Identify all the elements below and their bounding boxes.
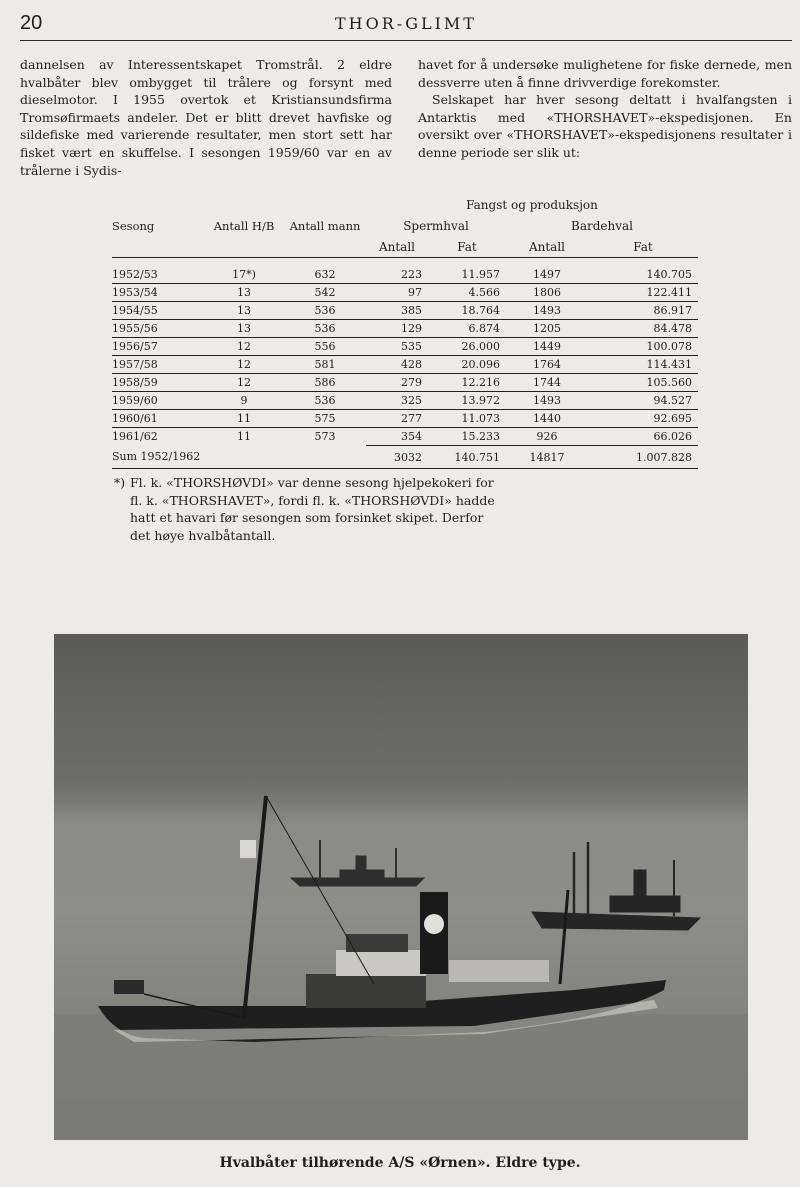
header-fangst: Fangst og produksjon xyxy=(466,198,598,212)
sp-fat-cell: 15.233 xyxy=(428,428,506,446)
header-sesong: Sesong xyxy=(112,218,155,233)
sp-antall-cell: 277 xyxy=(366,410,428,428)
ba-antall-cell: 1806 xyxy=(506,284,588,302)
sp-antall-cell: 279 xyxy=(366,374,428,392)
right-column xyxy=(418,56,792,162)
table-row xyxy=(112,258,698,284)
sp-antall-cell: 129 xyxy=(366,320,428,338)
ba-fat-cell: 86.917 xyxy=(588,302,698,320)
sum-label: Sum 1952/1962 xyxy=(112,450,201,464)
page-header xyxy=(20,10,792,41)
antall-hb-cell: 12 xyxy=(204,356,284,374)
antall-hb-cell: 9 xyxy=(204,392,284,410)
running-title: THOR-GLIMT xyxy=(335,14,477,33)
ba-fat-cell: 122.411 xyxy=(588,284,698,302)
antall-mann-cell: 575 xyxy=(284,410,366,428)
ba-fat-cell: 94.527 xyxy=(588,392,698,410)
results-table-container xyxy=(112,194,698,470)
sum-sp-antall: 3032 xyxy=(366,446,428,469)
sum-ba-antall: 14817 xyxy=(506,446,588,469)
photo-caption: Hvalbåter tilhørende A/S «Ørnen». Eldre type. xyxy=(219,1155,581,1171)
left-column xyxy=(20,56,392,179)
header-ba-fat: Fat xyxy=(633,239,653,254)
antall-hb-cell: 12 xyxy=(204,374,284,392)
antall-mann-cell: 536 xyxy=(284,392,366,410)
header-bardehval: Bardehval xyxy=(571,219,633,233)
sesong-cell: 1956/57 xyxy=(112,338,204,356)
header-sp-antall: Antall xyxy=(378,239,416,254)
ba-fat-cell: 92.695 xyxy=(588,410,698,428)
footnote-text: Fl. k. «THORSHØVDI» var denne sesong hjelpekokeri for fl. k. «THORSHAVET», fordi fl. k. «THORSHØVDI» hadde hatt et havari før sesongen som forsinket skipet. Derfor det høye hvalbåtantall. xyxy=(130,475,495,543)
sesong-cell: 1958/59 xyxy=(112,374,204,392)
antall-mann-cell: 556 xyxy=(284,338,366,356)
ba-fat-cell: 105.560 xyxy=(588,374,698,392)
ba-fat-cell: 66.026 xyxy=(588,428,698,446)
sp-fat-cell: 20.096 xyxy=(428,356,506,374)
antall-mann-cell: 536 xyxy=(284,302,366,320)
ba-fat-cell: 84.478 xyxy=(588,320,698,338)
ba-antall-cell: 1493 xyxy=(506,302,588,320)
table-row xyxy=(112,284,698,302)
header-antall-mann: Antall mann xyxy=(289,218,361,233)
ba-antall-cell: 1497 xyxy=(506,258,588,284)
table-body xyxy=(112,258,698,446)
results-table xyxy=(112,194,698,470)
antall-hb-cell: 17*) xyxy=(204,258,284,284)
sum-sp-fat: 140.751 xyxy=(428,446,506,469)
antall-mann-cell: 632 xyxy=(284,258,366,284)
sp-antall-cell: 325 xyxy=(366,392,428,410)
sum-ba-fat: 1.007.828 xyxy=(588,446,698,469)
sp-fat-cell: 11.073 xyxy=(428,410,506,428)
antall-mann-cell: 542 xyxy=(284,284,366,302)
header-ba-antall: Antall xyxy=(528,239,566,254)
sp-antall-cell: 385 xyxy=(366,302,428,320)
footnote xyxy=(114,474,506,544)
sesong-cell: 1960/61 xyxy=(112,410,204,428)
sp-antall-cell: 428 xyxy=(366,356,428,374)
sp-antall-cell: 354 xyxy=(366,428,428,446)
antall-mann-cell: 581 xyxy=(284,356,366,374)
antall-hb-cell: 13 xyxy=(204,320,284,338)
ba-fat-cell: 140.705 xyxy=(588,258,698,284)
sp-fat-cell: 6.874 xyxy=(428,320,506,338)
antall-hb-cell: 13 xyxy=(204,284,284,302)
ba-antall-cell: 1205 xyxy=(506,320,588,338)
table-row xyxy=(112,392,698,410)
sp-fat-cell: 12.216 xyxy=(428,374,506,392)
sesong-cell: 1952/53 xyxy=(112,258,204,284)
sesong-cell: 1957/58 xyxy=(112,356,204,374)
antall-hb-cell: 11 xyxy=(204,428,284,446)
whaleboats-photo xyxy=(54,634,748,1140)
header-sp-fat: Fat xyxy=(457,239,477,254)
paragraph: dannelsen av Interessentskapet Tromstrål. 2 eldre hvalbåter blev ombygget til trålere og forsynt med dieselmotor. I 1955 overtok et Kristiansundsfirma Tromsøfirmaets andeler. Det er blitt drevet havfiske og sildefiske med varierende resultater, men stort sett har fisket vært en skuffelse. I sesongen 1959/60 var en av trålerne i Sydis- xyxy=(20,57,392,178)
sum-row xyxy=(112,446,698,469)
table-row xyxy=(112,338,698,356)
sesong-cell: 1961/62 xyxy=(112,428,204,446)
ba-fat-cell: 100.078 xyxy=(588,338,698,356)
paragraph: havet for å undersøke mulighetene for fiske dernede, men dessverre uten å finne drivverdige forekomster. xyxy=(418,57,792,90)
antall-mann-cell: 586 xyxy=(284,374,366,392)
sesong-cell: 1955/56 xyxy=(112,320,204,338)
sp-antall-cell: 97 xyxy=(366,284,428,302)
page-number: 20 xyxy=(20,12,43,34)
ba-antall-cell: 1764 xyxy=(506,356,588,374)
sp-fat-cell: 26.000 xyxy=(428,338,506,356)
table-row xyxy=(112,302,698,320)
paragraph: Selskapet har hver sesong deltatt i hvalfangsten i Antarktis med «THORSHAVET»-ekspedisjonen. En oversikt over «THORSHAVET»-ekspedisjonens resultater i denne periode ser slik ut: xyxy=(418,92,792,160)
header-spermhval: Spermhval xyxy=(403,219,469,233)
whaleboats-illustration xyxy=(54,634,748,1140)
antall-mann-cell: 573 xyxy=(284,428,366,446)
sp-fat-cell: 13.972 xyxy=(428,392,506,410)
ba-antall-cell: 1449 xyxy=(506,338,588,356)
table-row xyxy=(112,428,698,446)
table-row xyxy=(112,356,698,374)
sp-fat-cell: 18.764 xyxy=(428,302,506,320)
sp-antall-cell: 535 xyxy=(366,338,428,356)
ba-fat-cell: 114.431 xyxy=(588,356,698,374)
table-row xyxy=(112,410,698,428)
antall-mann-cell: 536 xyxy=(284,320,366,338)
header-antall-hb: Antall H/B xyxy=(213,218,275,233)
sp-fat-cell: 11.957 xyxy=(428,258,506,284)
ba-antall-cell: 1744 xyxy=(506,374,588,392)
footnote-marker: *) xyxy=(114,475,126,490)
sesong-cell: 1953/54 xyxy=(112,284,204,302)
antall-hb-cell: 11 xyxy=(204,410,284,428)
sesong-cell: 1959/60 xyxy=(112,392,204,410)
sp-antall-cell: 223 xyxy=(366,258,428,284)
antall-hb-cell: 12 xyxy=(204,338,284,356)
ba-antall-cell: 926 xyxy=(506,428,588,446)
antall-hb-cell: 13 xyxy=(204,302,284,320)
ba-antall-cell: 1440 xyxy=(506,410,588,428)
ba-antall-cell: 1493 xyxy=(506,392,588,410)
table-row xyxy=(112,320,698,338)
sp-fat-cell: 4.566 xyxy=(428,284,506,302)
sesong-cell: 1954/55 xyxy=(112,302,204,320)
table-row xyxy=(112,374,698,392)
